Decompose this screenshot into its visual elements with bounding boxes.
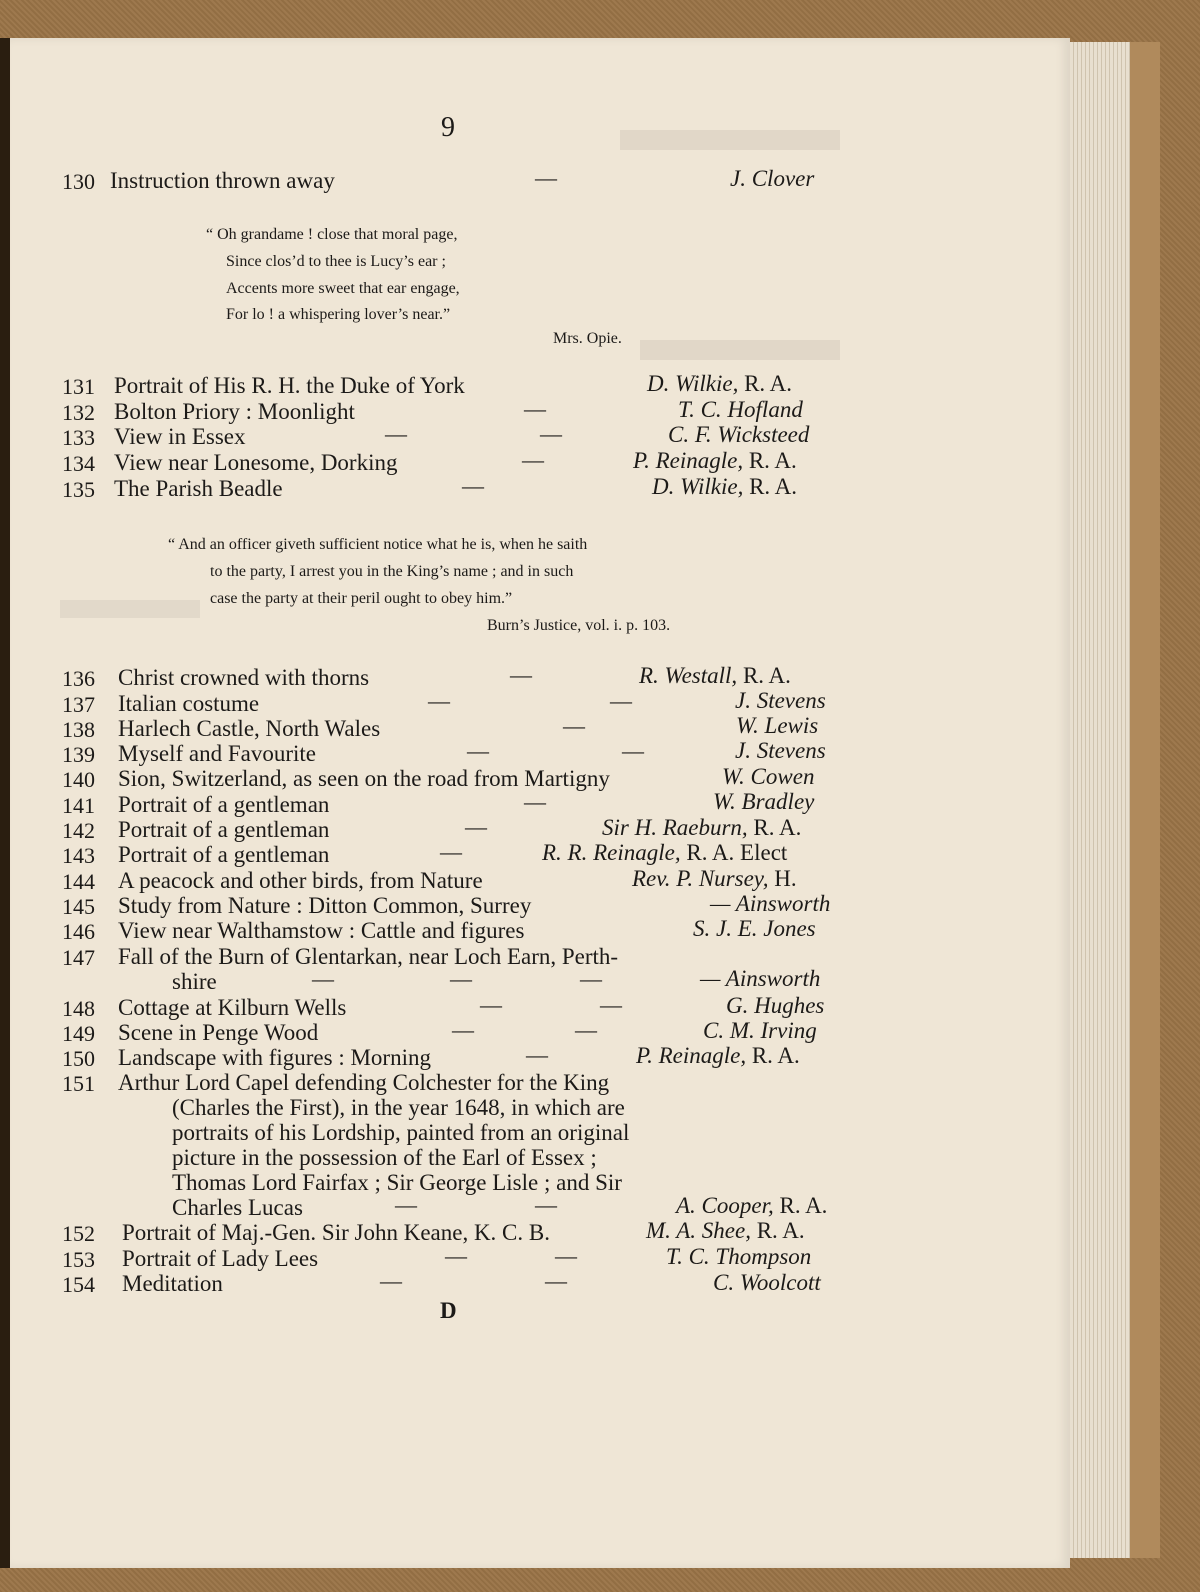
entry-141-artist: W. Bradley bbox=[713, 789, 815, 814]
entry-133-dash-2: — bbox=[540, 421, 562, 446]
entry-139-dash-1: — bbox=[467, 738, 489, 763]
entry-138-number: 138 bbox=[62, 717, 95, 742]
entry-142-title: Portrait of a gentleman bbox=[118, 817, 330, 842]
entry-144-title: A peacock and other birds, from Nature bbox=[118, 868, 483, 893]
entry-154-artist: C. Woolcott bbox=[713, 1270, 821, 1295]
entry-147-number: 147 bbox=[62, 945, 95, 970]
entry-134-title: View near Lonesome, Dorking bbox=[114, 450, 398, 475]
entry-131-number: 131 bbox=[62, 374, 95, 399]
entry-130-artist: J. Clover bbox=[730, 166, 815, 191]
entry-135-title: The Parish Beadle bbox=[114, 476, 283, 501]
quote-1-line-1: “ Oh grandame ! close that moral page, bbox=[206, 226, 458, 243]
entry-140-artist: W. Cowen bbox=[722, 764, 815, 789]
entry-147-artist: — Ainsworth bbox=[700, 966, 821, 991]
entry-132-dash: — bbox=[524, 396, 546, 421]
entry-133-title: View in Essex bbox=[114, 424, 246, 449]
entry-134-dash: — bbox=[522, 447, 544, 472]
entry-153-title: Portrait of Lady Lees bbox=[122, 1246, 319, 1271]
entry-136-dash: — bbox=[510, 662, 532, 687]
entry-153-dash-1: — bbox=[445, 1243, 467, 1268]
entry-140-title: Sion, Switzerland, as seen on the road from Martigny bbox=[118, 766, 610, 791]
quote-1-line-4: For lo ! a whispering lover’s near.” bbox=[226, 306, 451, 323]
entry-141-number: 141 bbox=[62, 793, 95, 818]
entry-135-artist: D. Wilkie, R. A. bbox=[652, 474, 798, 499]
entry-133-number: 133 bbox=[62, 425, 95, 450]
entry-153-dash-2: — bbox=[555, 1243, 577, 1268]
entry-148-number: 148 bbox=[62, 996, 95, 1021]
entry-144-number: 144 bbox=[62, 869, 95, 894]
entry-143-dash: — bbox=[440, 839, 462, 864]
entry-148-artist: G. Hughes bbox=[726, 993, 825, 1018]
entry-142-dash: — bbox=[465, 814, 487, 839]
quote-2-line-1: “ And an officer giveth sufficient notice what he is, when he saith bbox=[168, 536, 588, 553]
entry-146-artist: S. J. E. Jones bbox=[693, 916, 816, 941]
entry-149-dash-1: — bbox=[452, 1017, 474, 1042]
entry-154-dash-1: — bbox=[380, 1268, 402, 1293]
entry-143-number: 143 bbox=[62, 843, 95, 868]
entry-147-dash-3: — bbox=[580, 966, 602, 991]
entry-136-number: 136 bbox=[62, 666, 95, 691]
entry-133-artist: C. F. Wicksteed bbox=[668, 422, 810, 447]
page-edges bbox=[1070, 42, 1130, 1558]
entry-147-title: Fall of the Burn of Glentarkan, near Loch Earn, Perth- bbox=[118, 944, 619, 969]
entry-139-dash-2: — bbox=[622, 738, 644, 763]
signature-mark: D bbox=[440, 1298, 457, 1323]
entry-150-number: 150 bbox=[62, 1046, 95, 1071]
entry-144-artist: Rev. P. Nursey, H. bbox=[632, 866, 797, 891]
entry-139-number: 139 bbox=[62, 742, 95, 767]
entry-153-number: 153 bbox=[62, 1247, 95, 1272]
entry-139-artist: J. Stevens bbox=[735, 738, 826, 763]
entry-149-dash-2: — bbox=[575, 1017, 597, 1042]
entry-130-dash: — bbox=[535, 165, 557, 190]
entry-152-title: Portrait of Maj.-Gen. Sir John Keane, K. C. B. bbox=[122, 1220, 550, 1245]
entry-151-artist: A. Cooper, R. A. bbox=[676, 1193, 828, 1218]
entry-152-number: 152 bbox=[62, 1221, 95, 1246]
entry-130-number: 130 bbox=[62, 169, 95, 194]
entry-153-artist: T. C. Thompson bbox=[666, 1244, 812, 1269]
entry-138-title: Harlech Castle, North Wales bbox=[118, 716, 381, 741]
entry-151-number: 151 bbox=[62, 1071, 95, 1096]
quote-1-line-3: Accents more sweet that ear engage, bbox=[226, 280, 460, 297]
entry-134-number: 134 bbox=[62, 451, 95, 476]
quote-2-line-3: case the party at their peril ought to obey him.” bbox=[210, 590, 513, 607]
entry-131-title: Portrait of His R. H. the Duke of York bbox=[114, 373, 465, 398]
entry-151-line-4: picture in the possession of the Earl of Essex ; bbox=[172, 1145, 597, 1170]
entry-141-title: Portrait of a gentleman bbox=[118, 792, 330, 817]
cover-spine bbox=[1130, 42, 1160, 1558]
entry-148-title: Cottage at Kilburn Wells bbox=[118, 995, 347, 1020]
entry-150-dash: — bbox=[526, 1042, 548, 1067]
entry-151-line-6: Charles Lucas bbox=[172, 1195, 303, 1220]
entry-134-artist: P. Reinagle, R. A. bbox=[633, 448, 797, 473]
entry-149-artist: C. M. Irving bbox=[703, 1018, 817, 1043]
entry-150-artist: P. Reinagle, R. A. bbox=[636, 1043, 800, 1068]
entry-136-title: Christ crowned with thorns bbox=[118, 665, 370, 690]
entry-141-dash: — bbox=[524, 789, 546, 814]
entry-142-number: 142 bbox=[62, 818, 95, 843]
entry-137-artist: J. Stevens bbox=[735, 688, 826, 713]
entry-154-title: Meditation bbox=[122, 1271, 223, 1296]
entry-136-artist: R. Westall, R. A. bbox=[639, 663, 791, 688]
entry-152-artist: M. A. Shee, R. A. bbox=[646, 1218, 805, 1243]
entry-146-number: 146 bbox=[62, 919, 95, 944]
entry-137-number: 137 bbox=[62, 692, 95, 717]
entry-147-dash-2: — bbox=[450, 966, 472, 991]
entry-132-number: 132 bbox=[62, 400, 95, 425]
entry-147-dash-1: — bbox=[312, 966, 334, 991]
quote-1-attribution: Mrs. Opie. bbox=[553, 330, 622, 347]
entry-149-title: Scene in Penge Wood bbox=[118, 1020, 319, 1045]
entry-151-line-5: Thomas Lord Fairfax ; Sir George Lisle ; and Sir bbox=[172, 1170, 622, 1195]
entry-147-title-continued: shire bbox=[172, 969, 217, 994]
entry-151-line-2: (Charles the First), in the year 1648, in which are bbox=[172, 1095, 625, 1120]
entry-143-artist: R. R. Reinagle, R. A. Elect bbox=[542, 840, 788, 865]
entry-130-title: Instruction thrown away bbox=[110, 168, 335, 193]
entry-151-line-1: Arthur Lord Capel defending Colchester for the King bbox=[118, 1070, 610, 1095]
quote-1-line-2: Since clos’d to thee is Lucy’s ear ; bbox=[226, 253, 446, 270]
entry-151-dash-1: — bbox=[395, 1192, 417, 1217]
entry-146-title: View near Walthamstow : Cattle and figures bbox=[118, 918, 525, 943]
quote-2-line-2: to the party, I arrest you in the King’s name ; and in such bbox=[210, 563, 574, 580]
entry-140-number: 140 bbox=[62, 767, 95, 792]
entry-154-dash-2: — bbox=[545, 1268, 567, 1293]
entry-138-artist: W. Lewis bbox=[736, 713, 819, 738]
entry-148-dash-2: — bbox=[600, 992, 622, 1017]
entry-151-dash-2: — bbox=[535, 1192, 557, 1217]
entry-139-title: Myself and Favourite bbox=[118, 741, 317, 766]
entry-145-title: Study from Nature : Ditton Common, Surrey bbox=[118, 893, 532, 918]
entry-132-title: Bolton Priory : Moonlight bbox=[114, 399, 355, 424]
entry-138-dash: — bbox=[563, 713, 585, 738]
entry-154-number: 154 bbox=[62, 1272, 95, 1297]
entry-151-line-3: portraits of his Lordship, painted from an original bbox=[172, 1120, 630, 1145]
entry-131-artist: D. Wilkie, R. A. bbox=[647, 371, 793, 396]
entry-142-artist: Sir H. Raeburn, R. A. bbox=[602, 815, 802, 840]
entry-133-dash-1: — bbox=[385, 421, 407, 446]
entry-145-number: 145 bbox=[62, 894, 95, 919]
page-number: 9 bbox=[441, 112, 455, 143]
entry-132-artist: T. C. Hofland bbox=[678, 397, 803, 422]
entry-145-artist: — Ainsworth bbox=[710, 891, 831, 916]
entry-143-title: Portrait of a gentleman bbox=[118, 842, 330, 867]
quote-2-attribution: Burn’s Justice, vol. i. p. 103. bbox=[487, 617, 671, 634]
entry-150-title: Landscape with figures : Morning bbox=[118, 1045, 431, 1070]
binding-left-edge bbox=[0, 38, 10, 1568]
entry-149-number: 149 bbox=[62, 1021, 95, 1046]
entry-135-dash: — bbox=[462, 473, 484, 498]
entry-137-title: Italian costume bbox=[118, 691, 260, 716]
entry-137-dash-1: — bbox=[428, 688, 450, 713]
entry-137-dash-2: — bbox=[610, 688, 632, 713]
entry-148-dash-1: — bbox=[480, 992, 502, 1017]
entry-135-number: 135 bbox=[62, 477, 95, 502]
